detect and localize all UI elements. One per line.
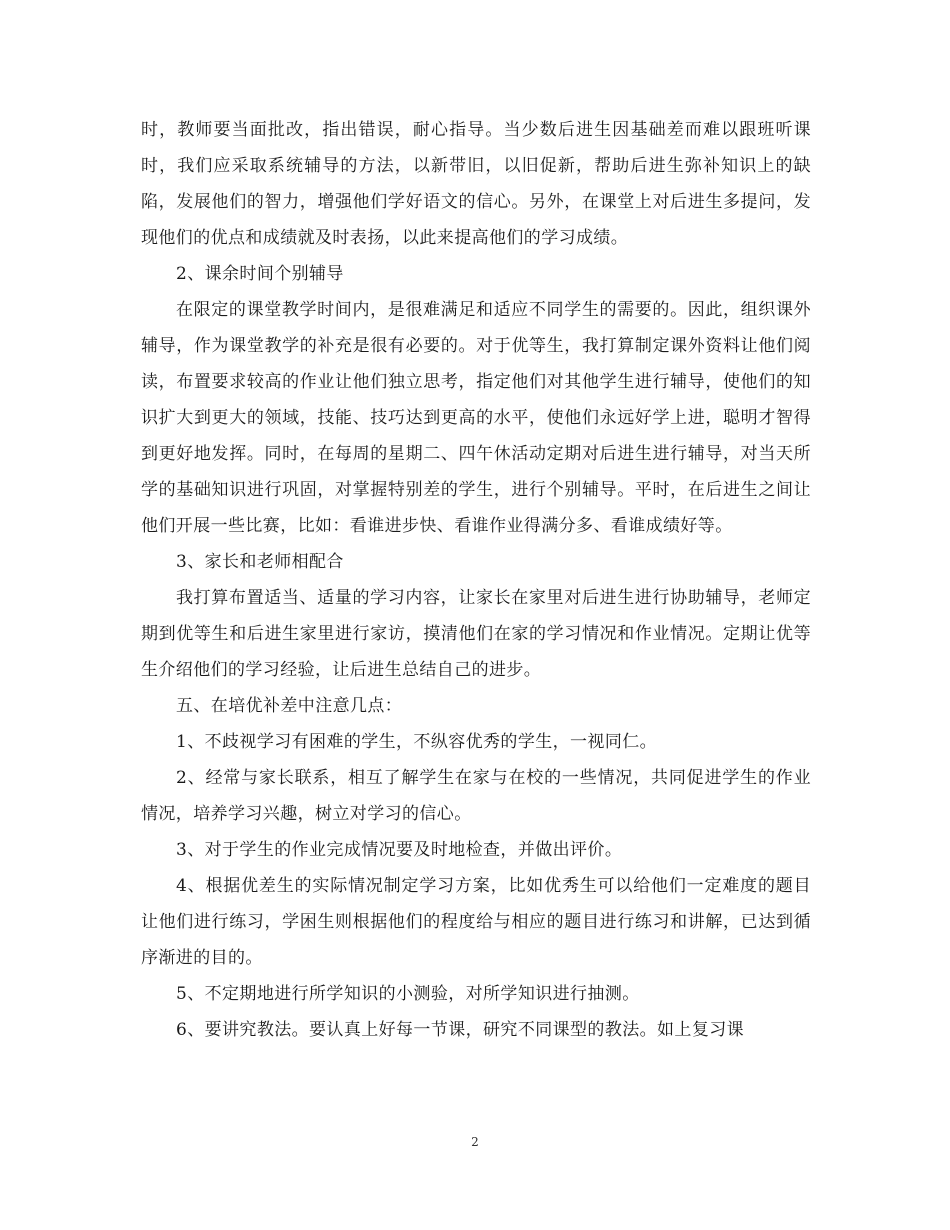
document-body <box>141 112 811 1048</box>
list-item-3: 3、对于学生的作业完成情况要及时地检查，并做出评价。 <box>176 840 623 860</box>
section-heading-after-class-tutoring: 2、课余时间个别辅导 <box>176 264 344 284</box>
list-item-2: 2、经常与家长联系，相互了解学生在家与在校的一些情况，共同促进学生的作业情况，培养学习兴趣，树立对学习的信心。 <box>141 768 811 824</box>
section-heading-parent-teacher-cooperation: 3、家长和老师相配合 <box>176 552 344 572</box>
paragraph-1: 时，教师要当面批改，指出错误，耐心指导。当少数后进生因基础差而难以跟班听课时，我们应采取系统辅导的方法，以新带旧，以旧促新，帮助后进生弥补知识上的缺陷，发展他们的智力，增强他们学好语文的信心。另外，在课堂上对后进生多提问，发现他们的优点和成绩就及时表扬，以此来提高他们的学习成绩。 <box>141 120 811 248</box>
list-item-5: 5、不定期地进行所学知识的小测验，对所学知识进行抽测。 <box>176 984 640 1004</box>
page-number: 2 <box>471 1135 479 1149</box>
paragraph-2: 在限定的课堂教学时间内，是很难满足和适应不同学生的需要的。因此，组织课外辅导，作为课堂教学的补充是很有必要的。对于优等生，我打算制定课外资料让他们阅读，布置要求较高的作业让他们独立思考，指定他们对其他学生进行辅导，使他们的知识扩大到更大的领域，技能、技巧达到更高的水平，使他们永远好学上进，聪明才智得到更好地发挥。同时，在每周的星期二、四午休活动定期对后进生进行辅导，对当天所学的基础知识进行巩固，对掌握特别差的学生，进行个别辅导。平时，在后进生之间让他们开展一些比赛，比如：看谁进步快、看谁作业得满分多、看谁成绩好等。 <box>141 300 811 536</box>
paragraph-3: 我打算布置适当、适量的学习内容，让家长在家里对后进生进行协助辅导，老师定期到优等生和后进生家里进行家访，摸清他们在家的学习情况和作业情况。定期让优等生介绍他们的学习经验，让后进生总结自己的进步。 <box>141 588 811 680</box>
list-item-6: 6、要讲究教法。要认真上好每一节课，研究不同课型的教法。如上复习课 <box>176 1020 745 1040</box>
list-item-4: 4、根据优差生的实际情况制定学习方案，比如优秀生可以给他们一定难度的题目让他们进行练习，学困生则根据他们的程度给与相应的题目进行练习和讲解，已达到循序渐进的目的。 <box>141 876 811 968</box>
list-item-1: 1、不歧视学习有困难的学生，不纵容优秀的学生，一视同仁。 <box>176 732 658 752</box>
section-heading-notes: 五、在培优补差中注意几点： <box>176 696 403 716</box>
